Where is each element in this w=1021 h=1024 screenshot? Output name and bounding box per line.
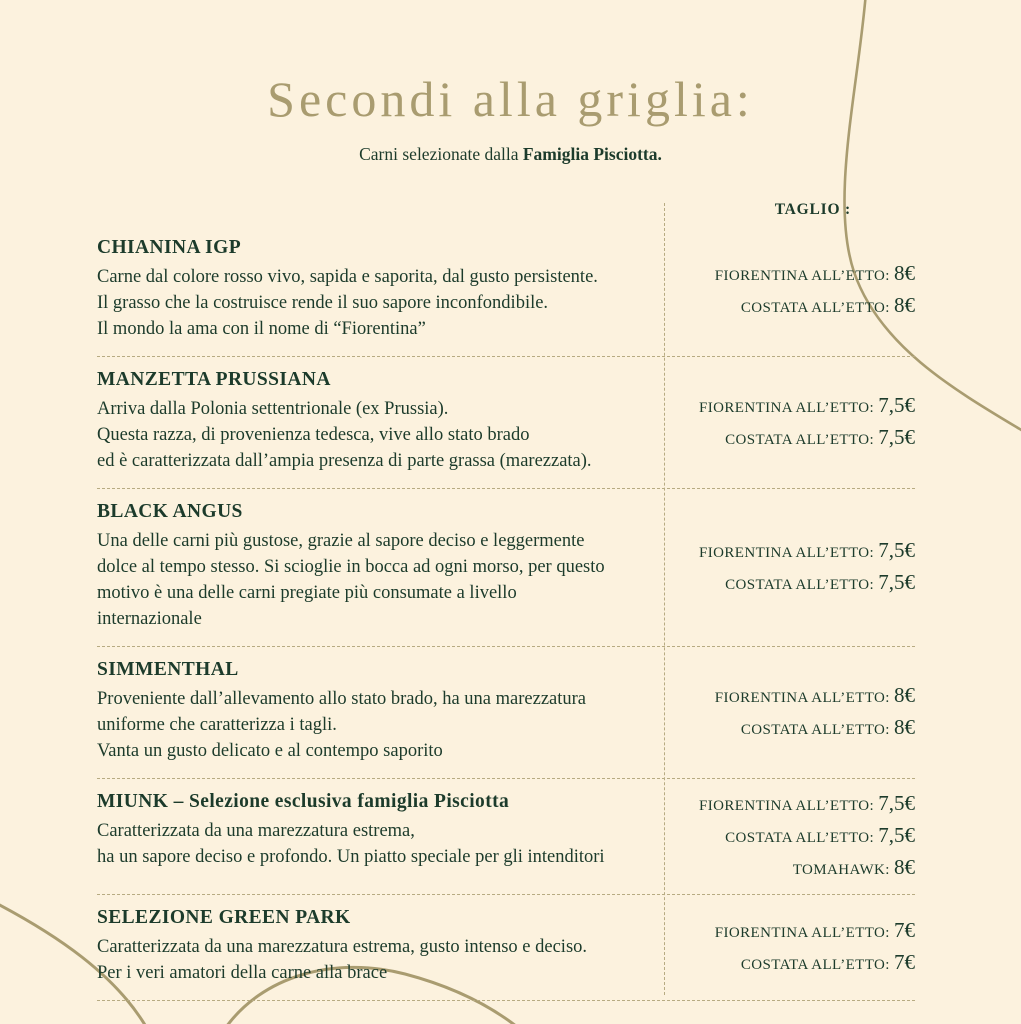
item-description-line: Arriva dalla Polonia settentrionale (ex Prussia).	[97, 399, 449, 419]
price-value: 7,5€	[878, 823, 915, 847]
item-description-line: Il mondo la ama con il nome di “Fiorentina”	[97, 319, 426, 339]
item-description-line: Caratterizzata da una marezzatura estrema, gusto intenso e deciso.	[97, 937, 588, 957]
item-prices	[649, 791, 915, 880]
menu	[0, 201, 1021, 1001]
price-value: 7,5€	[878, 425, 915, 449]
price-label: FIORENTINA ALL’ETTO:	[714, 690, 894, 706]
price-row	[699, 393, 915, 418]
item-name: MANZETTA PRUSSIANA	[97, 369, 331, 390]
price-value: 7,5€	[878, 393, 915, 417]
item-text-block	[97, 659, 649, 764]
item-description	[97, 264, 619, 342]
item-description	[97, 686, 619, 764]
item-name: BLACK ANGUS	[97, 501, 243, 522]
price-label: COSTATA ALL’ETTO:	[740, 957, 894, 973]
price-value: 7€	[894, 918, 915, 942]
item-prices	[649, 237, 915, 342]
price-label: COSTATA ALL’ETTO:	[725, 830, 879, 846]
menu-item	[97, 227, 915, 354]
price-label: COSTATA ALL’ETTO:	[740, 722, 894, 738]
price-row	[715, 261, 915, 286]
item-description-line: Caratterizzata da una marezzatura estrema,	[97, 821, 415, 841]
section-divider	[97, 778, 915, 779]
price-value: 7€	[894, 950, 915, 974]
price-value: 7,5€	[878, 538, 915, 562]
item-description	[97, 934, 619, 986]
price-value: 8€	[894, 683, 915, 707]
price-row	[741, 715, 915, 740]
item-description	[97, 528, 619, 632]
price-value: 8€	[894, 261, 915, 285]
price-row	[725, 570, 915, 595]
menu-item	[97, 897, 915, 998]
menu-item	[97, 781, 915, 892]
item-description-line: Questa razza, di provenienza tedesca, vive allo stato brado	[97, 425, 530, 445]
item-description-line: ha un sapore deciso e profondo. Un piatto speciale per gli intenditori	[97, 847, 605, 867]
item-text-block	[97, 907, 649, 986]
price-label: FIORENTINA ALL’ETTO:	[714, 268, 894, 284]
section-divider	[97, 894, 915, 895]
item-name: MIUNK – Selezione esclusiva famiglia Pisciotta	[97, 791, 510, 812]
section-divider	[97, 646, 915, 647]
price-value: 7,5€	[878, 570, 915, 594]
price-row	[741, 950, 915, 975]
item-text-block	[97, 501, 649, 632]
item-prices	[649, 907, 915, 986]
price-row	[793, 855, 915, 880]
item-description-line: Per i veri amatori della carne alla brace	[97, 963, 388, 983]
item-prices	[649, 369, 915, 474]
price-column-header: TAGLIO :	[774, 201, 851, 218]
item-name: SIMMENTHAL	[97, 659, 239, 680]
item-name: CHIANINA IGP	[97, 237, 242, 258]
column-separator-line	[664, 203, 665, 995]
item-text-block	[97, 369, 649, 474]
subtitle-family-name: Famiglia Pisciotta.	[522, 144, 662, 164]
item-description-line: Il grasso che la costruisce rende il suo sapore inconfondibile.	[97, 293, 549, 313]
section-divider	[97, 356, 915, 357]
section-divider	[97, 1000, 915, 1001]
item-description-line: ed è caratterizzata dall’ampia presenza di parte grassa (marezzata).	[97, 451, 592, 471]
menu-item	[97, 491, 915, 644]
price-row	[699, 538, 915, 563]
menu-items-list	[97, 227, 915, 1001]
price-value: 8€	[894, 715, 915, 739]
price-label: COSTATA ALL’ETTO:	[725, 577, 879, 593]
price-label: FIORENTINA ALL’ETTO:	[714, 925, 894, 941]
price-row	[715, 683, 915, 708]
price-label: FIORENTINA ALL’ETTO:	[699, 400, 879, 416]
item-description-line: dolce al tempo stesso. Si scioglie in bocca ad ogni morso, per questo	[97, 557, 605, 577]
item-description-line: Proveniente dall’allevamento allo stato brado, ha una marezzatura	[97, 689, 587, 709]
item-prices	[649, 501, 915, 632]
item-description	[97, 396, 619, 474]
price-label: COSTATA ALL’ETTO:	[725, 432, 879, 448]
item-description	[97, 818, 619, 870]
item-description-line: Carne dal colore rosso vivo, sapida e saporita, dal gusto persistente.	[97, 267, 598, 287]
price-row	[725, 823, 915, 848]
item-description-line: motivo è una delle carni pregiate più consumate a livello internazionale	[97, 583, 517, 629]
menu-item	[97, 359, 915, 486]
price-row	[725, 425, 915, 450]
price-value: 8€	[894, 855, 915, 879]
price-value: 7,5€	[878, 791, 915, 815]
price-label: FIORENTINA ALL’ETTO:	[699, 545, 879, 561]
price-label: COSTATA ALL’ETTO:	[740, 300, 894, 316]
menu-item	[97, 649, 915, 776]
item-description-line: Vanta un gusto delicato e al contempo saporito	[97, 741, 443, 761]
page-header	[0, 0, 1021, 165]
price-row	[699, 791, 915, 816]
price-label: FIORENTINA ALL’ETTO:	[699, 798, 879, 814]
price-label: TOMAHAWK:	[792, 862, 894, 878]
item-name: SELEZIONE GREEN PARK	[97, 907, 351, 928]
page-title: Secondi alla griglia:	[267, 71, 754, 127]
item-prices	[649, 659, 915, 764]
price-row	[715, 918, 915, 943]
price-row	[741, 293, 915, 318]
price-value: 8€	[894, 293, 915, 317]
item-text-block	[97, 237, 649, 342]
subtitle-text: Carni selezionate dalla	[359, 144, 523, 164]
item-description-line: Una delle carni più gustose, grazie al sapore deciso e leggermente	[97, 531, 585, 551]
item-text-block	[97, 791, 649, 880]
section-divider	[97, 488, 915, 489]
item-description-line: uniforme che caratterizza i tagli.	[97, 715, 337, 735]
page-subtitle	[0, 144, 1021, 165]
